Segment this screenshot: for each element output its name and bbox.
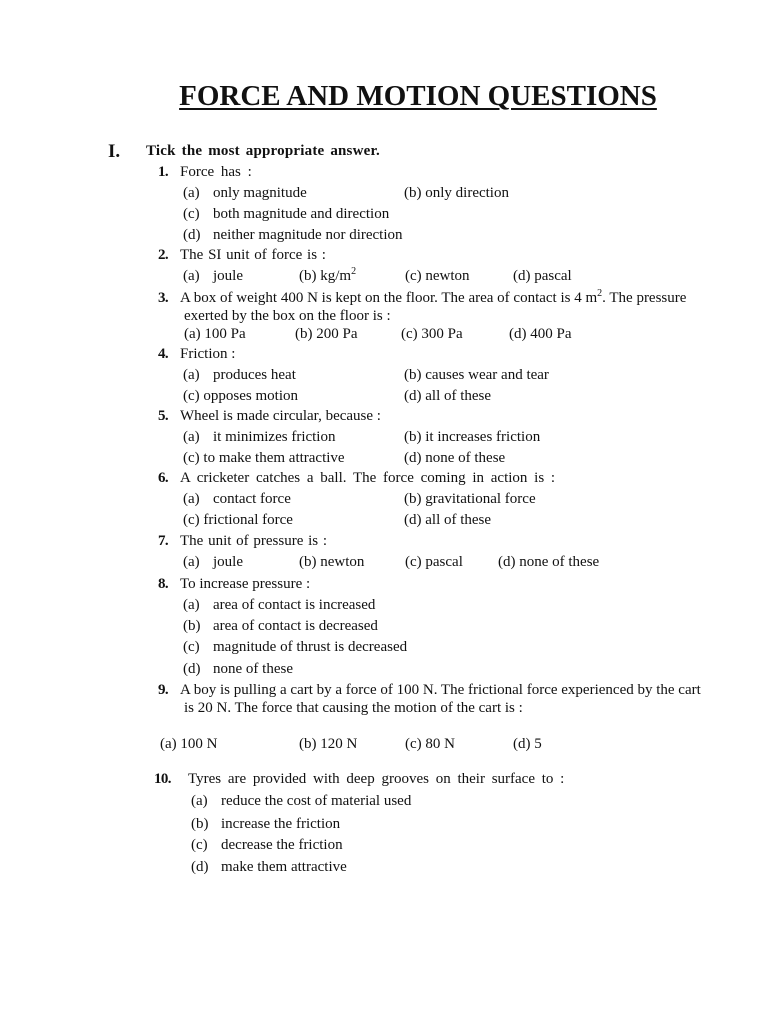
question-number: 4. [158, 346, 169, 362]
option-text: (b) kg/m [299, 268, 352, 284]
option-letter: (c) [183, 206, 200, 222]
question-text: The SI unit of force is : [180, 247, 326, 263]
option-letter: (c) [183, 639, 200, 655]
option-text: both magnitude and direction [213, 206, 390, 222]
question-text: To increase pressure : [180, 576, 311, 592]
question-text: The unit of pressure is : [180, 533, 328, 549]
section-number: I. [108, 141, 121, 162]
option-b[interactable]: (b) newton [299, 554, 365, 570]
option-d[interactable]: (d) none of these [498, 554, 600, 570]
option-a[interactable]: (a) 100 N [160, 736, 218, 752]
option-c[interactable]: (c) pascal [405, 554, 463, 570]
option-c[interactable]: (c) newton [405, 268, 470, 284]
option-a[interactable] [183, 595, 375, 615]
option-text: area of contact is increased [213, 597, 376, 613]
page-title: FORCE AND MOTION QUESTIONS [179, 80, 657, 112]
option-b[interactable]: (b) gravitational force [404, 491, 536, 507]
option-c[interactable]: (c) opposes motion [183, 388, 298, 404]
option-a[interactable] [183, 427, 335, 447]
option-text: area of contact is decreased [213, 618, 378, 634]
question-text: Force has : [180, 164, 252, 180]
option-d[interactable]: (d) all of these [404, 512, 492, 528]
option-text: neither magnitude nor direction [213, 227, 403, 243]
question-text: A boy is pulling a cart by a force of 100 N. The frictional force experienced by the cart [180, 682, 701, 698]
option-a[interactable] [183, 365, 296, 385]
option-text: joule [213, 268, 243, 284]
section-instruction: Tick the most appropriate answer. [146, 143, 380, 159]
option-letter: (d) [183, 227, 201, 243]
question-text-line-2: is 20 N. The force that causing the motion of the cart is : [184, 700, 523, 716]
option-c[interactable]: (c) 300 Pa [401, 326, 463, 342]
question-number: 8. [158, 576, 169, 592]
option-letter: (b) [183, 618, 201, 634]
option-letter: (a) [183, 367, 200, 383]
superscript: 2 [351, 266, 357, 277]
question-number: 10. [154, 771, 171, 787]
option-letter: (d) [191, 859, 209, 875]
option-letter: (a) [183, 597, 200, 613]
option-a[interactable] [191, 791, 411, 811]
option-a[interactable] [183, 552, 243, 572]
option-d[interactable] [183, 659, 293, 679]
option-d[interactable]: (d) pascal [513, 268, 572, 284]
option-c[interactable]: (c) to make them attractive [183, 450, 345, 466]
option-d[interactable]: (d) 5 [513, 736, 542, 752]
question-number: 1. [158, 164, 169, 180]
option-b[interactable]: (b) only direction [404, 185, 509, 201]
option-c[interactable] [183, 637, 407, 657]
option-b[interactable] [191, 814, 340, 834]
option-d[interactable] [191, 857, 347, 877]
option-text: make them attractive [221, 859, 347, 875]
option-b[interactable] [183, 616, 378, 636]
option-letter: (a) [183, 491, 200, 507]
option-b[interactable]: (b) 200 Pa [295, 326, 358, 342]
option-a[interactable] [183, 183, 307, 203]
question-number: 6. [158, 470, 169, 486]
question-text: Friction : [180, 346, 236, 362]
question-text: Tyres are provided with deep grooves on their surface to : [188, 771, 565, 787]
option-c[interactable]: (c) 80 N [405, 736, 455, 752]
option-b[interactable] [299, 266, 356, 286]
question-number: 9. [158, 682, 169, 698]
option-d[interactable]: (d) none of these [404, 450, 506, 466]
option-text: only magnitude [213, 185, 307, 201]
question-text: Wheel is made circular, because : [180, 408, 381, 424]
question-text: A box of weight 400 N is kept on the floor. The area of contact is 4 $m^2$. The pressure [180, 288, 687, 306]
option-text: magnitude of thrust is decreased [213, 639, 408, 655]
option-letter: (b) [191, 816, 209, 832]
option-a[interactable]: (a) 100 Pa [184, 326, 246, 342]
question-number: 3. [158, 290, 169, 306]
option-text: it minimizes friction [213, 429, 336, 445]
question-number: 7. [158, 533, 169, 549]
option-text: increase the friction [221, 816, 341, 832]
option-text: reduce the cost of material used [221, 793, 412, 809]
option-c[interactable] [183, 204, 389, 224]
question-text: A cricketer catches a ball. The force coming in action is : [180, 470, 556, 486]
option-letter: (a) [183, 554, 200, 570]
option-text: contact force [213, 491, 291, 507]
option-b[interactable]: (b) it increases friction [404, 429, 541, 445]
option-text: joule [213, 554, 243, 570]
option-d[interactable]: (d) 400 Pa [509, 326, 572, 342]
option-letter: (c) [191, 837, 208, 853]
option-c[interactable]: (c) frictional force [183, 512, 293, 528]
option-letter: (d) [183, 661, 201, 677]
option-b[interactable]: (b) causes wear and tear [404, 367, 549, 383]
option-text: produces heat [213, 367, 296, 383]
option-b[interactable]: (b) 120 N [299, 736, 358, 752]
question-number: 5. [158, 408, 169, 424]
question-text-line-2: exerted by the box on the floor is : [184, 308, 391, 324]
option-d[interactable]: (d) all of these [404, 388, 492, 404]
option-text: none of these [213, 661, 293, 677]
option-letter: (a) [183, 185, 200, 201]
option-c[interactable] [191, 835, 343, 855]
option-letter: (a) [191, 793, 208, 809]
option-letter: (a) [183, 268, 200, 284]
option-text: decrease the friction [221, 837, 343, 853]
option-d[interactable] [183, 225, 403, 245]
option-letter: (a) [183, 429, 200, 445]
option-a[interactable] [183, 489, 291, 509]
question-number: 2. [158, 247, 169, 263]
option-a[interactable] [183, 266, 243, 286]
